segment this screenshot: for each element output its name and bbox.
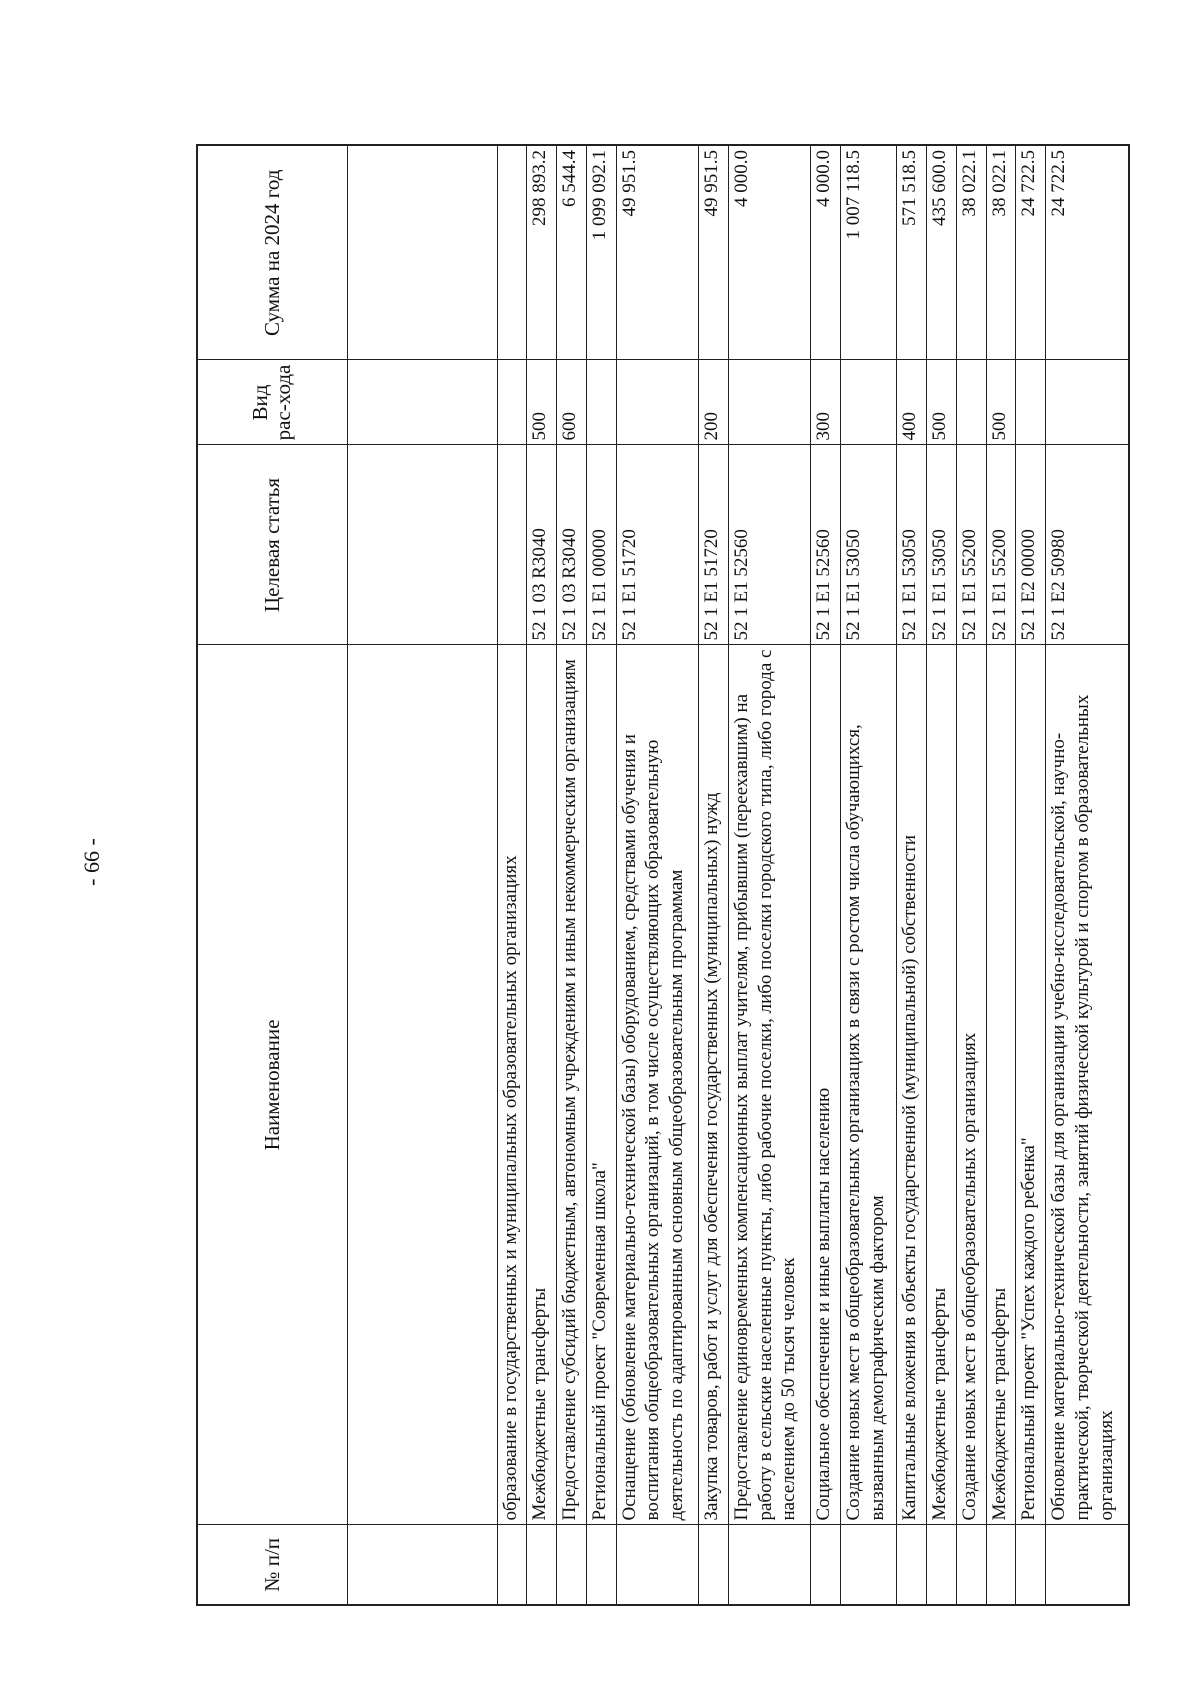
cell-sum: 298 893.2 — [527, 145, 557, 360]
cell-sum: 24 722.5 — [1046, 145, 1129, 360]
cell-name: Региональный проект "Успех каждого ребенка" — [1016, 645, 1046, 1525]
table-row — [527, 145, 557, 1605]
cell-name: образование в государственных и муниципальных образовательных организациях — [497, 645, 527, 1525]
cell-type — [586, 360, 616, 445]
table-body — [497, 145, 1129, 1605]
cell-sum: 49 951.5 — [616, 145, 699, 360]
cell-num — [927, 1525, 957, 1605]
table-row — [927, 145, 957, 1605]
cell-num — [841, 1525, 897, 1605]
cell-name: Оснащение (обновление материально-технической базы) оборудованием, средствами обучения и воспитания общеобразовательных организаций, в том числе осуществляющих образовательную деятельность по адаптированным основным общеобразовательным программам — [616, 645, 699, 1525]
table-row — [811, 145, 841, 1605]
cell-code: 52 1 E1 52560 — [728, 445, 811, 645]
cell-sum: 571 518.5 — [897, 145, 927, 360]
cell-sum: 38 022.1 — [986, 145, 1016, 360]
page-number: - 66 - — [79, 838, 104, 886]
table-row — [897, 145, 927, 1605]
header-type: Вид рас-хода — [197, 360, 347, 445]
cell-num — [586, 1525, 616, 1605]
cell-name: Закупка товаров, работ и услуг для обеспечения государственных (муниципальных) нужд — [699, 645, 729, 1525]
cell-num — [616, 1525, 699, 1605]
table-row — [616, 145, 699, 1605]
cell-code — [497, 445, 527, 645]
cell-num — [956, 1525, 986, 1605]
cell-type: 600 — [557, 360, 587, 445]
table-row — [586, 145, 616, 1605]
header-sum: Сумма на 2024 год — [197, 145, 347, 360]
cell-type: 500 — [527, 360, 557, 445]
cell-type: 200 — [699, 360, 729, 445]
table-row — [497, 145, 527, 1605]
cell-name: Создание новых мест в общеобразовательных организациях в связи с ростом числа обучающихся, вызванным демографическим фактором — [841, 645, 897, 1525]
cell-sum: 4 000.0 — [728, 145, 811, 360]
cell-type — [497, 360, 527, 445]
table-row — [728, 145, 811, 1605]
cell-name: Обновление материально-технической базы для организации учебно-исследовательской, научно-практической, творческой деятельности, занятий физической культурой и спортом в образовательных организациях — [1046, 645, 1129, 1525]
table-row — [986, 145, 1016, 1605]
cell-type — [1046, 360, 1129, 445]
cell-type: 300 — [811, 360, 841, 445]
budget-table — [196, 144, 1130, 1606]
header-spacer-row — [347, 145, 497, 1605]
header-code: Целевая статья — [197, 445, 347, 645]
cell-name: Межбюджетные трансферты — [527, 645, 557, 1525]
table-row — [1046, 145, 1129, 1605]
cell-code: 52 1 E1 55200 — [956, 445, 986, 645]
cell-code: 52 1 E1 51720 — [616, 445, 699, 645]
cell-sum — [497, 145, 527, 360]
cell-code: 52 1 03 R3040 — [527, 445, 557, 645]
cell-num — [1016, 1525, 1046, 1605]
cell-code: 52 1 E1 53050 — [841, 445, 897, 645]
cell-sum: 4 000.0 — [811, 145, 841, 360]
cell-code: 52 1 E1 51720 — [699, 445, 729, 645]
cell-type — [841, 360, 897, 445]
cell-num — [811, 1525, 841, 1605]
cell-num — [1046, 1525, 1129, 1605]
cell-sum: 49 951.5 — [699, 145, 729, 360]
cell-num — [497, 1525, 527, 1605]
cell-code: 52 1 E1 53050 — [897, 445, 927, 645]
cell-num — [897, 1525, 927, 1605]
cell-code: 52 1 E1 52560 — [811, 445, 841, 645]
cell-type: 400 — [897, 360, 927, 445]
cell-name: Предоставление единовременных компенсационных выплат учителям, прибывшим (переехавшим) на работу в сельские населенные пункты, либо рабочие поселки, либо поселки городского типа, либо города с населением до 50 тысяч человек — [728, 645, 811, 1525]
cell-num — [728, 1525, 811, 1605]
cell-name: Межбюджетные трансферты — [927, 645, 957, 1525]
cell-name: Предоставление субсидий бюджетным, автономным учреждениям и иным некоммерческим организациям — [557, 645, 587, 1525]
table-row — [557, 145, 587, 1605]
header-num: № п/п — [197, 1525, 347, 1605]
cell-name: Региональный проект "Современная школа" — [586, 645, 616, 1525]
cell-num — [557, 1525, 587, 1605]
cell-num — [699, 1525, 729, 1605]
cell-type — [956, 360, 986, 445]
header-name: Наименование — [197, 645, 347, 1525]
cell-name: Создание новых мест в общеобразовательных организациях — [956, 645, 986, 1525]
cell-num — [986, 1525, 1016, 1605]
cell-name: Межбюджетные трансферты — [986, 645, 1016, 1525]
cell-type — [728, 360, 811, 445]
cell-sum: 24 722.5 — [1016, 145, 1046, 360]
cell-type: 500 — [986, 360, 1016, 445]
cell-code: 52 1 03 R3040 — [557, 445, 587, 645]
cell-sum: 1 007 118.5 — [841, 145, 897, 360]
cell-code: 52 1 E1 53050 — [927, 445, 957, 645]
budget-sheet — [196, 146, 1130, 1606]
table-row — [841, 145, 897, 1605]
cell-name: Социальное обеспечение и иные выплаты населению — [811, 645, 841, 1525]
cell-code: 52 1 E1 00000 — [586, 445, 616, 645]
table-row — [699, 145, 729, 1605]
cell-sum: 6 544.4 — [557, 145, 587, 360]
cell-code: 52 1 E2 50980 — [1046, 445, 1129, 645]
cell-code: 52 1 E2 00000 — [1016, 445, 1046, 645]
cell-name: Капитальные вложения в объекты государственной (муниципальной) собственности — [897, 645, 927, 1525]
cell-type — [616, 360, 699, 445]
cell-sum: 38 022.1 — [956, 145, 986, 360]
table-row — [1016, 145, 1046, 1605]
cell-sum: 435 600.0 — [927, 145, 957, 360]
cell-type — [1016, 360, 1046, 445]
table-row — [956, 145, 986, 1605]
cell-code: 52 1 E1 55200 — [986, 445, 1016, 645]
cell-sum: 1 099 092.1 — [586, 145, 616, 360]
cell-num — [527, 1525, 557, 1605]
table-header-row — [197, 145, 347, 1605]
cell-type: 500 — [927, 360, 957, 445]
